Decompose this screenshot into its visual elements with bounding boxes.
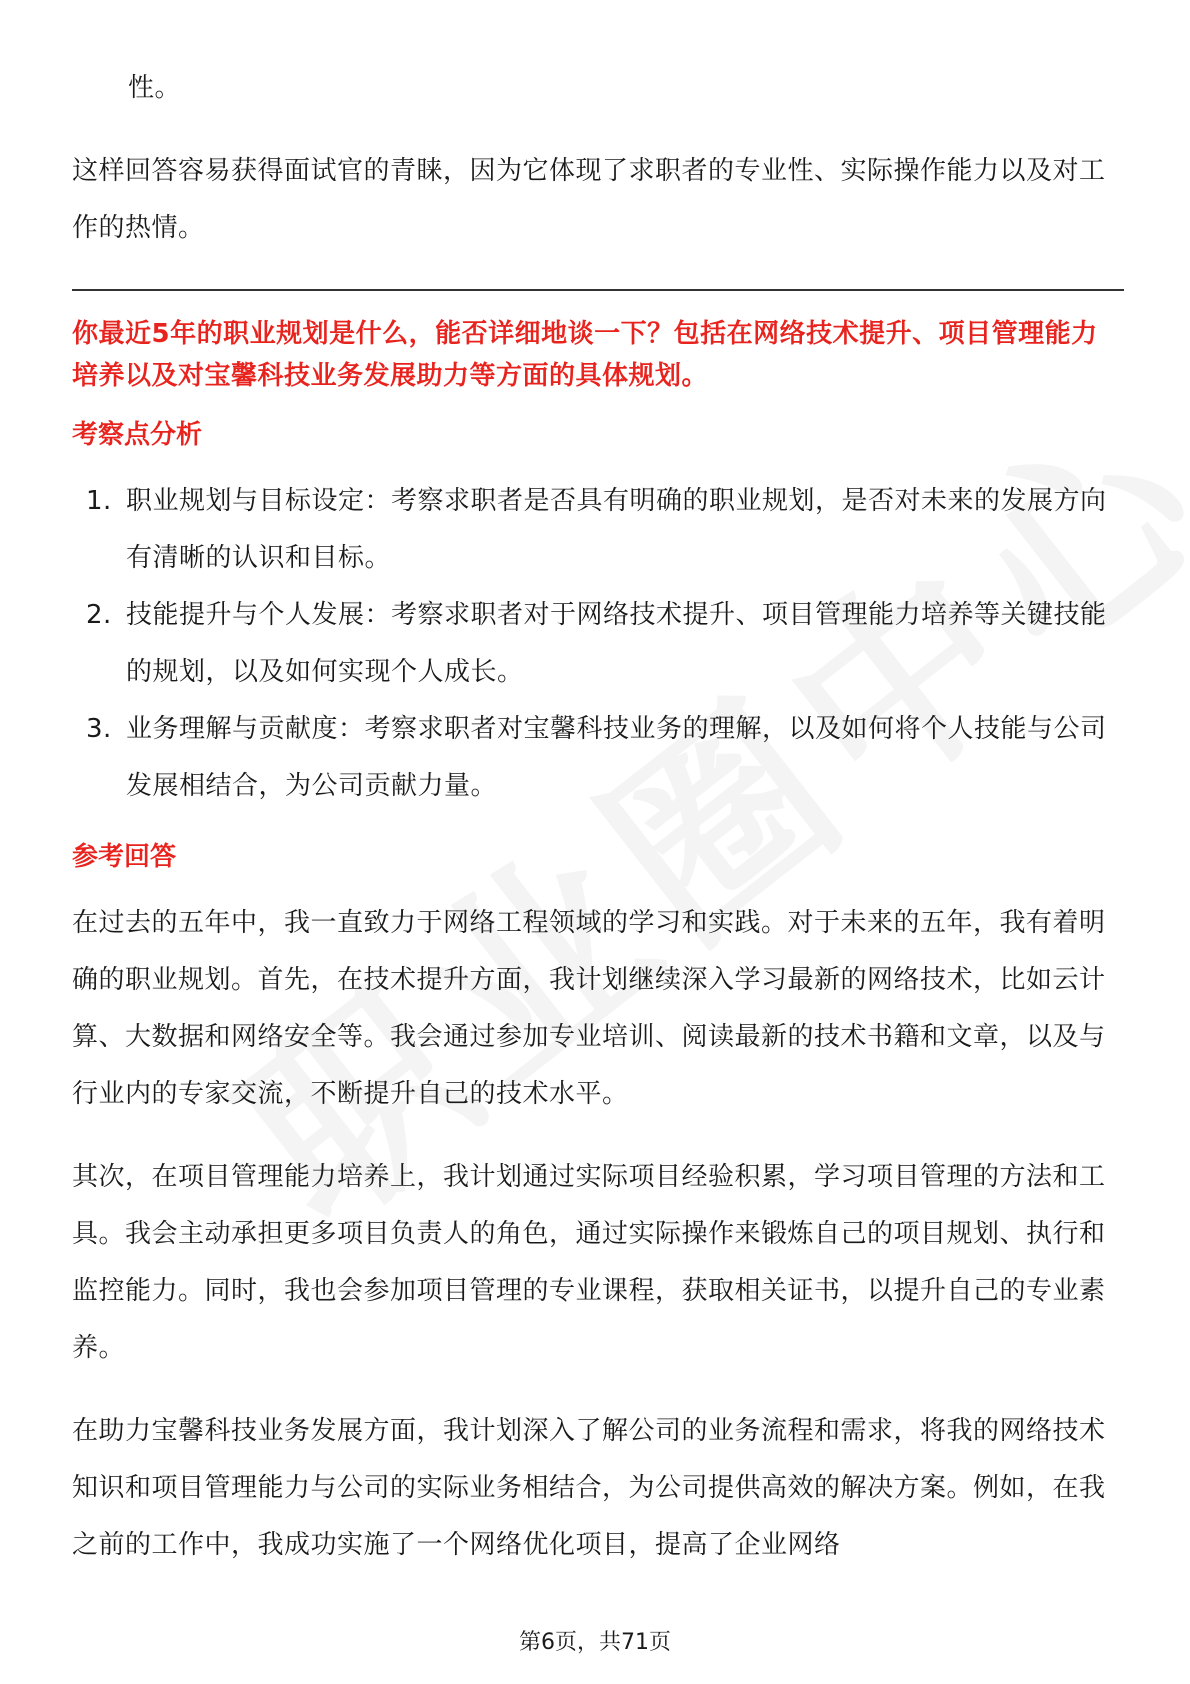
list-item: [72, 701, 1124, 815]
list-number: 2.: [86, 600, 112, 630]
list-number: 3.: [86, 714, 112, 744]
list-number: 1.: [86, 486, 112, 516]
analysis-list: [72, 473, 1124, 815]
list-item: [72, 473, 1124, 587]
page-content: [72, 60, 1124, 1574]
list-item-text: 技能提升与个人发展：考察求职者对于网络技术提升、项目管理能力培养等关键技能的规划，以及如何实现个人成长。: [126, 600, 1107, 687]
list-item: [72, 587, 1124, 701]
spacer: [72, 1377, 1124, 1403]
analysis-heading: 考察点分析: [72, 420, 203, 450]
page-number: 第6页，共71页: [519, 1630, 671, 1655]
list-item-text: 职业规划与目标设定：考察求职者是否具有明确的职业规划，是否对未来的发展方向有清晰的认识和目标。: [126, 486, 1107, 573]
answer-paragraph: 在助力宝馨科技业务发展方面，我计划深入了解公司的业务流程和需求，将我的网络技术知识和项目管理能力与公司的实际业务相结合，为公司提供高效的解决方案。例如，在我之前的工作中，我成功实施了一个网络优化项目，提高了企业网络: [72, 1416, 1106, 1560]
answer-paragraph: 其次，在项目管理能力培养上，我计划通过实际项目经验积累，学习项目管理的方法和工具。我会主动承担更多项目负责人的角色，通过实际操作来锻炼自己的项目规划、执行和监控能力。同时，我也会参加项目管理的专业课程，获取相关证书，以提升自己的专业素养。: [72, 1162, 1106, 1363]
section-divider: [72, 289, 1124, 291]
interview-question: 你最近5年的职业规划是什么，能否详细地谈一下？包括在网络技术提升、项目管理能力培养以及对宝馨科技业务发展助力等方面的具体规划。: [72, 319, 1098, 391]
spacer: [72, 1123, 1124, 1149]
spacer: [72, 117, 1124, 143]
previous-item-tail: 性。: [128, 73, 182, 103]
list-item-text: 业务理解与贡献度：考察求职者对宝馨科技业务的理解，以及如何将个人技能与公司发展相结合，为公司贡献力量。: [126, 714, 1107, 801]
answer-heading: 参考回答: [72, 842, 177, 872]
summary-paragraph: 这样回答容易获得面试官的青睐，因为它体现了求职者的专业性、实际操作能力以及对工作的热情。: [72, 156, 1106, 243]
answer-paragraph: 在过去的五年中，我一直致力于网络工程领域的学习和实践。对于未来的五年，我有着明确的职业规划。首先，在技术提升方面，我计划继续深入学习最新的网络技术，比如云计算、大数据和网络安全等。我会通过参加专业培训、阅读最新的技术书籍和文章，以及与行业内的专家交流，不断提升自己的技术水平。: [72, 908, 1106, 1109]
